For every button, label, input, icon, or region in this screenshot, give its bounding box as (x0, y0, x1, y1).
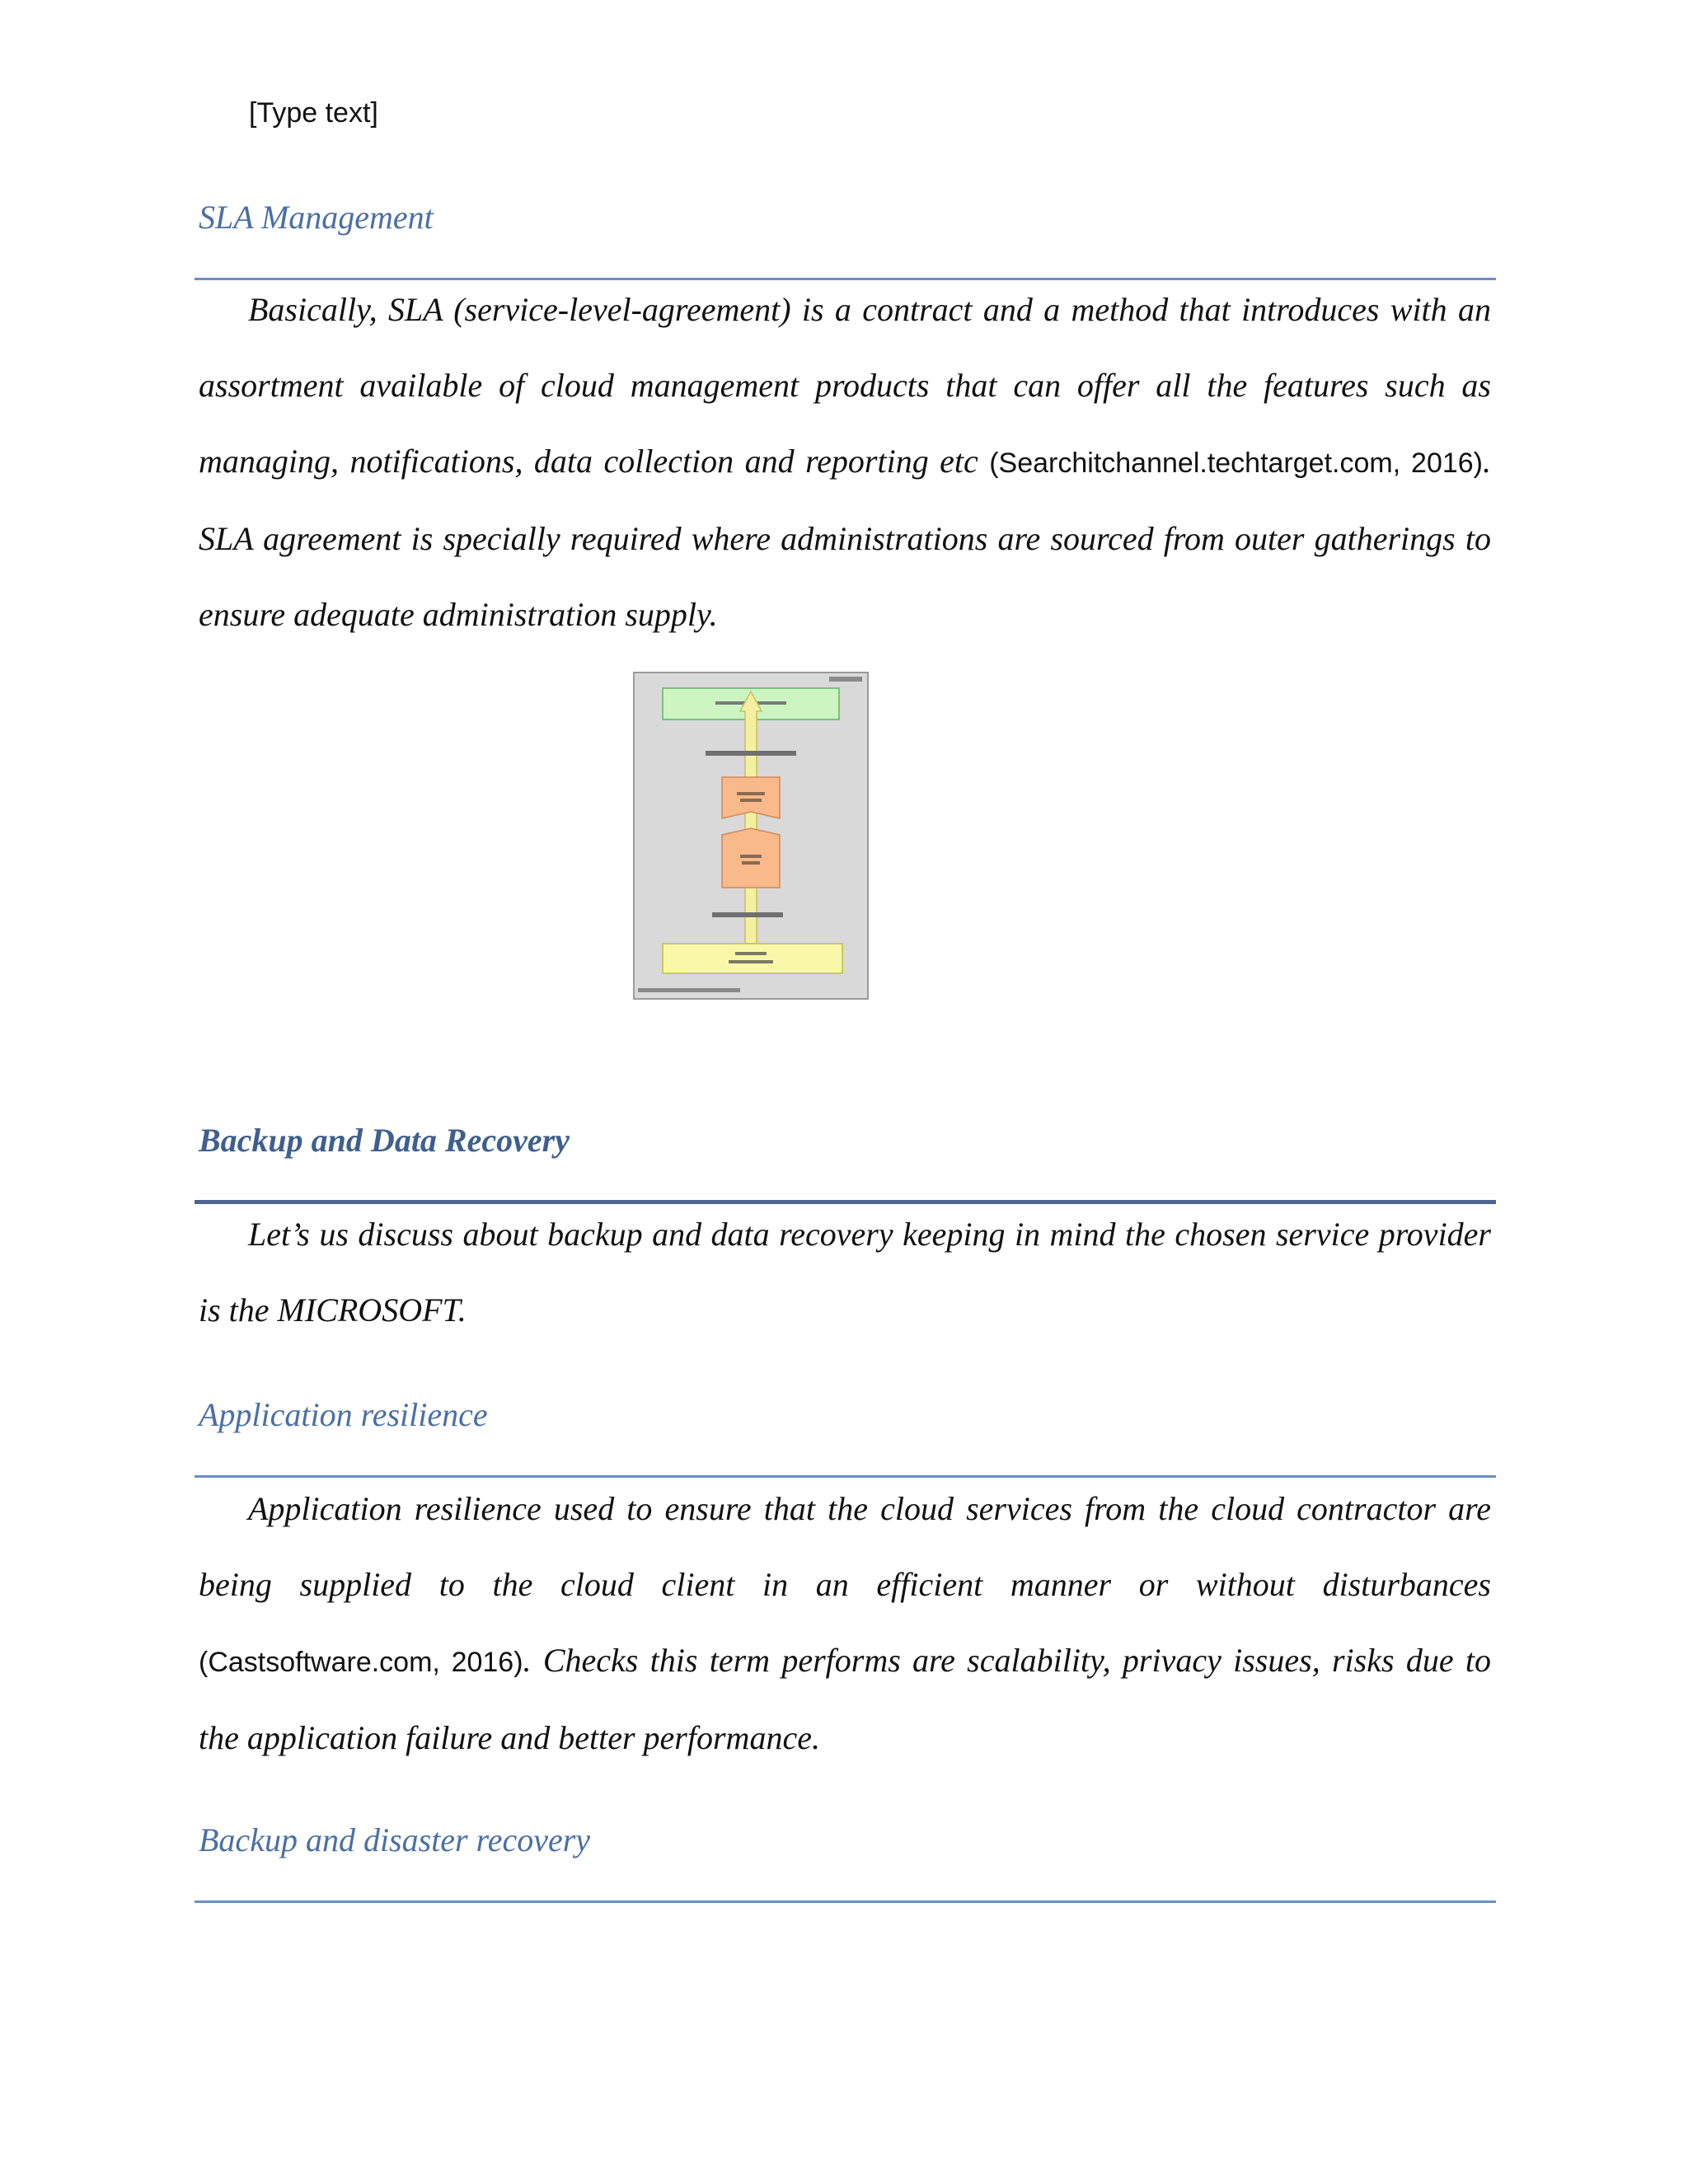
resilience-paragraph-text-b: . Checks this term performs are scalability, privacy issues, risks due to the application failure and better performance. (199, 1642, 1491, 1756)
sla-heading: SLA Management (199, 199, 434, 236)
disaster-heading: Backup and disaster recovery (199, 1821, 591, 1858)
resilience-paragraph (199, 1471, 1491, 1776)
sla-citation: (Searchitchannel.techtarget.com, 2016) (989, 448, 1483, 479)
backup-paragraph-text: Let’s us discuss about backup and data recovery keeping in mind the chosen service provider is the MICROSOFT. (199, 1216, 1491, 1329)
sla-paragraph-1-end: . (1483, 443, 1491, 480)
resilience-paragraph-text-a: Application resilience used to ensure that the cloud services from the cloud contractor are being supplied to the cloud client in an efficient manner or without disturbances (199, 1490, 1491, 1603)
resilience-heading: Application resilience (199, 1396, 488, 1433)
sla-paragraph-1-text: Basically, SLA (service-level-agreement) is a contract and a method that introduces with an assortment available of cloud management products that can offer all the features such as managing, notifications, data collection and reporting etc (199, 291, 1491, 480)
sla-process-diagram-image (633, 672, 869, 1000)
header-placeholder: [Type text] (249, 97, 378, 129)
backup-heading: Backup and Data Recovery (199, 1122, 570, 1159)
sla-paragraph-2-text: SLA agreement is specially required where administrations are sourced from outer gatherings to ensure adequate administration supply. (199, 520, 1491, 633)
backup-paragraph (199, 1197, 1491, 1348)
sla-paragraph-1 (199, 272, 1491, 653)
sla-diagram-svg (633, 672, 869, 1000)
resilience-citation: (Castsoftware.com, 2016) (199, 1647, 523, 1678)
disaster-heading-rule (195, 1900, 1496, 1903)
